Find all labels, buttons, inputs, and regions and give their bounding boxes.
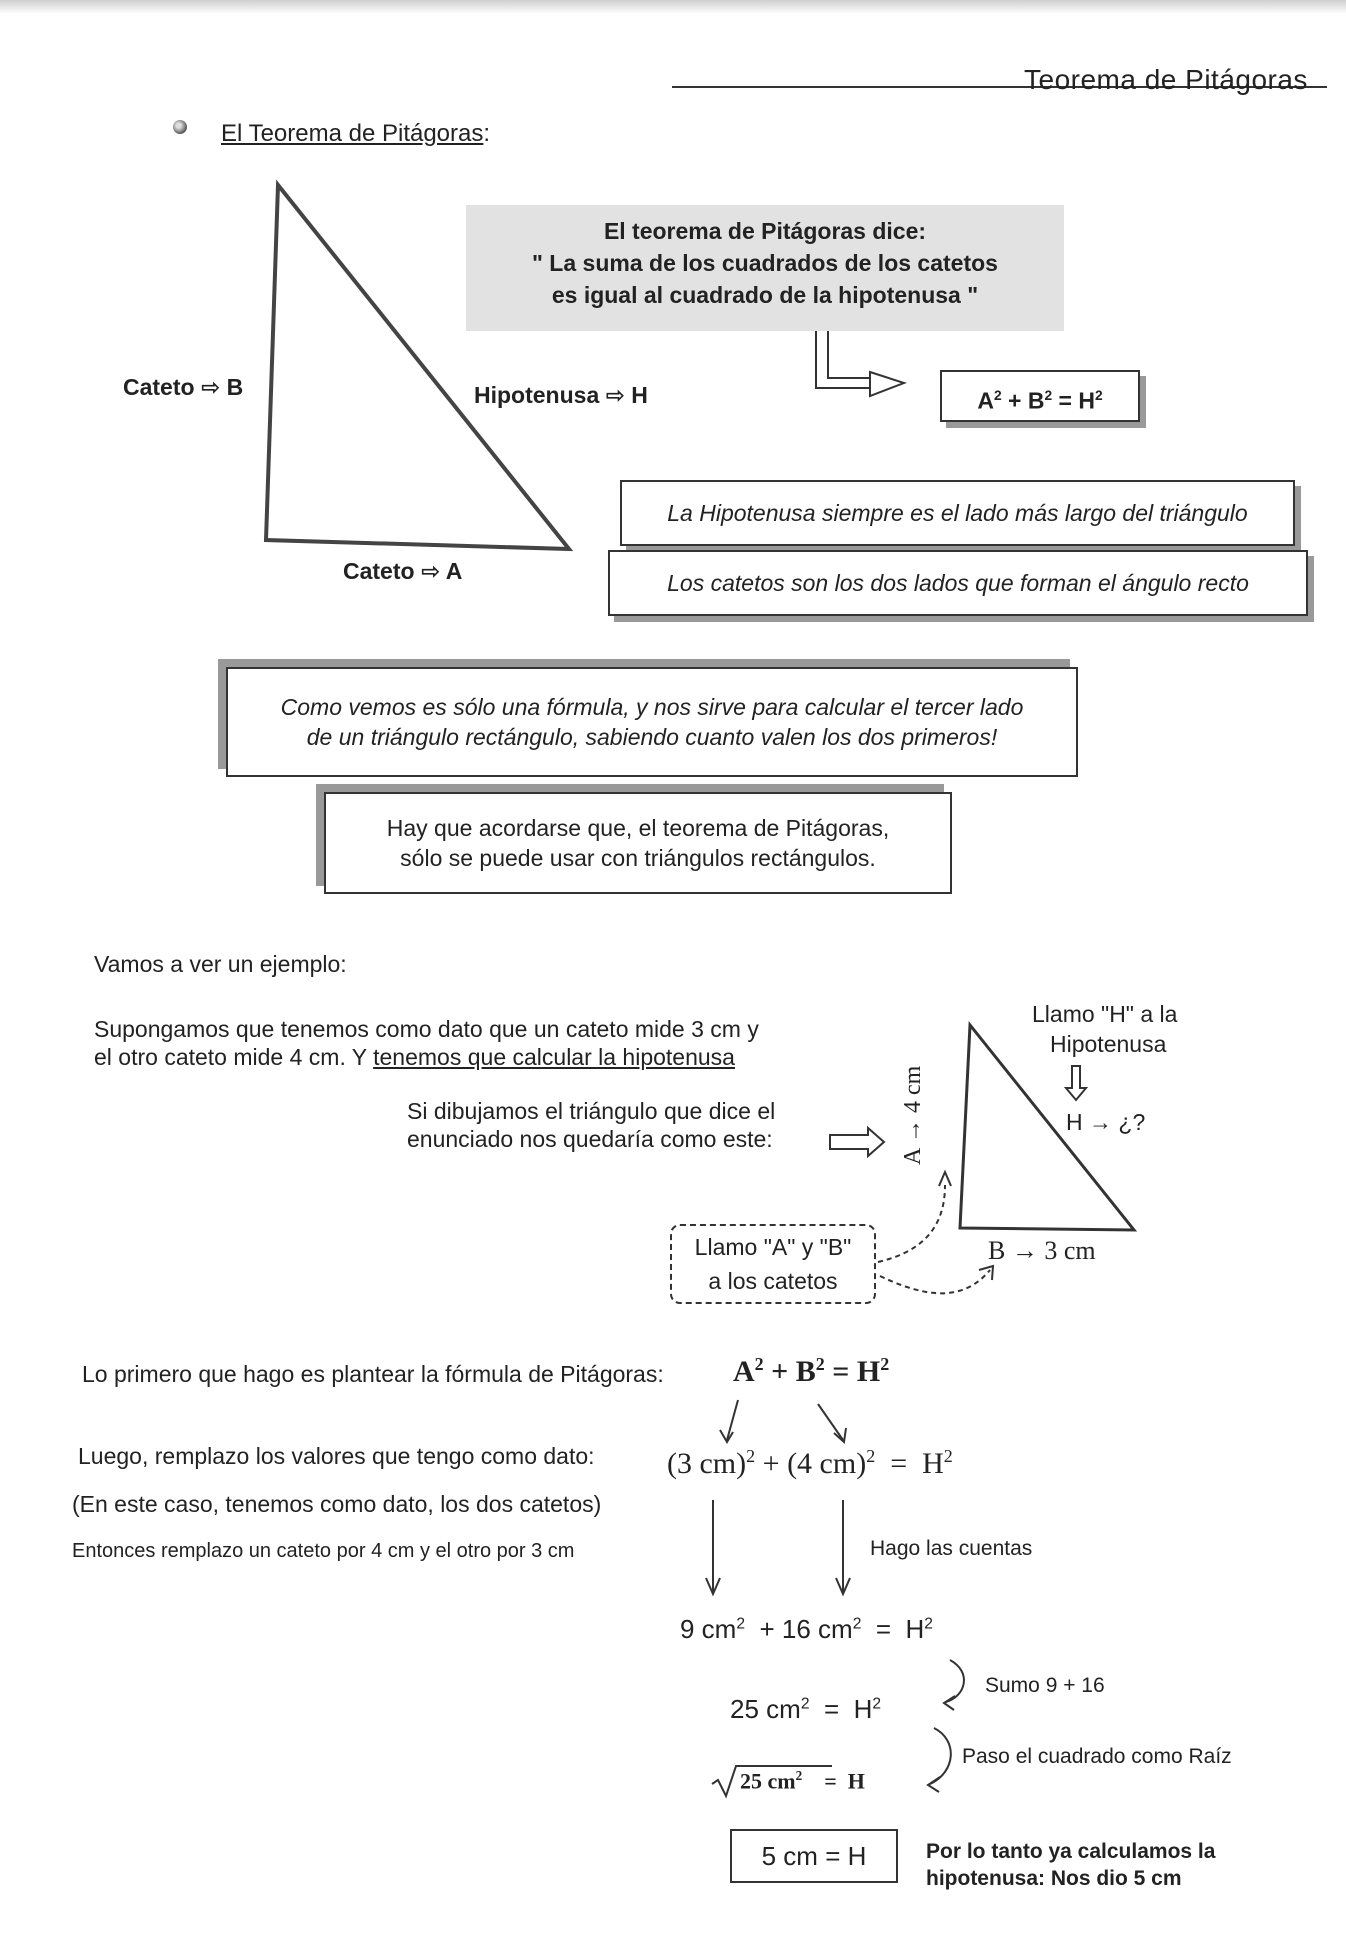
- label-cateto-b: Cateto ⇨ B: [123, 374, 244, 400]
- note-formula-box: [226, 667, 1078, 777]
- eq5-eq: =: [824, 1768, 837, 1794]
- equation-root: [740, 1768, 865, 1794]
- example-draw-line1: Si dibujamos el triángulo que dice el: [407, 1098, 776, 1124]
- formula-h-exp: 2: [1095, 388, 1103, 403]
- curved-arrow-sumo-head: [944, 1696, 955, 1710]
- eq2-eq: =: [890, 1447, 908, 1480]
- eq3-b: + 16 cm: [759, 1614, 853, 1644]
- note-hypotenuse-text: La Hipotenusa siempre es el lado más largo del triángulo: [667, 499, 1248, 526]
- page-header-title: Teorema de Pitágoras: [1024, 64, 1308, 95]
- formula-b: B: [1027, 387, 1045, 414]
- conclusion-line-1: Por lo tanto ya calculamos la: [926, 1840, 1216, 1863]
- section-title-text: El Teorema de Pitágoras: [221, 120, 484, 147]
- conclusion-line-2: hipotenusa: Nos dio 5 cm: [926, 1867, 1182, 1890]
- hollow-arrow-right-icon: [830, 1128, 884, 1156]
- call-h-line2: Hipotenusa: [1050, 1031, 1167, 1057]
- curved-arrow-sumo: [946, 1660, 964, 1702]
- dashed-arrow-head-a: [939, 1172, 951, 1186]
- eq5-rad-exp: 2: [795, 1768, 803, 1783]
- equation-substituted: [667, 1446, 953, 1481]
- quote-line-1: El teorema de Pitágoras dice:: [603, 218, 927, 244]
- note-formula-line-2: de un triángulo rectángulo, sabiendo cuanto valen los dos primeros!: [306, 724, 998, 750]
- note-catetos-text: Los catetos son los dos lados que forman el ángulo recto: [667, 569, 1249, 596]
- note-right-triangle-box: [324, 792, 952, 894]
- step1-eq: =: [824, 1355, 857, 1388]
- example-p1-line1: Supongamos que tenemos como dato que un cateto mide 3 cm y: [94, 1016, 759, 1042]
- step-4-text: Entonces remplazo un cateto por 4 cm y el otro por 3 cm: [72, 1540, 575, 1562]
- arrow-b-down: [818, 1404, 843, 1440]
- eq3-a-exp: 2: [736, 1615, 746, 1633]
- side-b-label: B → 3 cm: [988, 1236, 1096, 1265]
- dashed-arrow-to-a: [878, 1185, 945, 1262]
- step-2-text: Luego, remplazo los valores que tengo como dato:: [78, 1443, 595, 1469]
- quote-line-3: es igual al cuadrado de la hipotenusa ": [551, 282, 979, 308]
- section-title-colon: :: [483, 120, 491, 147]
- note-right-line-1: Hay que acordarse que, el teorema de Pitágoras,: [386, 815, 890, 841]
- call-ab-line2: a los catetos: [708, 1268, 838, 1294]
- step1-b: B: [795, 1355, 816, 1388]
- example-p1-line2: [94, 1043, 735, 1071]
- formula-a: A: [977, 387, 994, 414]
- l-arrow-stem: [816, 330, 870, 388]
- note-catetos-box: [608, 550, 1308, 616]
- example-intro: Vamos a ver un ejemplo:: [94, 951, 347, 977]
- step1-plus: +: [763, 1355, 796, 1388]
- step1-b-exp: 2: [815, 1354, 825, 1374]
- call-catetos-box: [670, 1224, 876, 1304]
- eq4-a-exp: 2: [800, 1695, 810, 1713]
- example-p1-line2-b: tenemos que calcular la hipotenusa: [373, 1044, 735, 1070]
- theorem-quote-box: [466, 205, 1064, 331]
- eq4-h: H: [853, 1694, 873, 1724]
- eq2-h: H: [922, 1447, 944, 1480]
- hago-cuentas-text: Hago las cuentas: [870, 1537, 1033, 1560]
- eq2-mid-exp: 2: [866, 1446, 876, 1466]
- call-h-line1: Llamo "H" a la: [1032, 1001, 1178, 1027]
- hollow-arrow-down-icon: [1066, 1066, 1086, 1100]
- curved-arrow-paso-head: [928, 1777, 940, 1792]
- equation-squares: [680, 1614, 933, 1645]
- dashed-arrow-to-b: [880, 1270, 990, 1293]
- l-arrow-head: [870, 372, 904, 396]
- example-p1-line2-a: el otro cateto mide 4 cm. Y: [94, 1044, 374, 1070]
- label-hipotenusa-h: Hipotenusa ⇨ H: [474, 382, 648, 408]
- eq3-a: 9 cm: [680, 1614, 737, 1644]
- h-unknown-label: H → ¿?: [1066, 1109, 1146, 1135]
- eq3-h: H: [905, 1614, 925, 1644]
- equation-sum: [730, 1694, 881, 1725]
- step-3-text: (En este caso, tenemos como dato, los dos catetos): [72, 1491, 602, 1517]
- step1-h: H: [856, 1355, 881, 1388]
- formula-eq: =: [1052, 387, 1079, 414]
- eq5-rad: 25 cm: [740, 1768, 796, 1794]
- note-hypotenuse-box: [620, 480, 1295, 546]
- note-formula-line-1: Como vemos es sólo una fórmula, y nos sirve para calcular el tercer lado: [280, 694, 1024, 720]
- formula-b-exp: 2: [1044, 388, 1053, 403]
- formula-h: H: [1078, 387, 1095, 414]
- formula-box: [940, 370, 1140, 422]
- l-arrow-stem-inner: [828, 330, 870, 378]
- eq4-h-exp: 2: [872, 1695, 882, 1713]
- formula-plus: +: [1001, 387, 1028, 414]
- eq2-left-exp: 2: [746, 1446, 756, 1466]
- step1-a-exp: 2: [754, 1354, 764, 1374]
- eq3-b-exp: 2: [852, 1615, 862, 1633]
- formula-a-exp: 2: [993, 388, 1002, 403]
- step1-h-exp: 2: [880, 1354, 890, 1374]
- eq4-a: 25 cm: [730, 1694, 801, 1724]
- result-text: 5 cm = H: [761, 1841, 867, 1871]
- side-a-label: A → 4 cm: [900, 1065, 926, 1165]
- label-cateto-a: Cateto ⇨ A: [343, 558, 463, 584]
- sumo-text: Sumo 9 + 16: [985, 1674, 1105, 1697]
- arrow-a-head: [720, 1430, 733, 1442]
- formula-pythagoras: [733, 1354, 889, 1389]
- quote-line-2: " La suma de los cuadrados de los catetos: [532, 250, 998, 276]
- step-1-text: Lo primero que hago es plantear la fórmula de Pitágoras:: [82, 1361, 664, 1387]
- eq3-h-exp: 2: [924, 1615, 933, 1633]
- result-box: [730, 1829, 898, 1883]
- example-draw-line2: enunciado nos quedaría como este:: [407, 1126, 773, 1152]
- eq3-eq: =: [875, 1614, 892, 1644]
- curved-arrow-paso: [930, 1728, 951, 1784]
- step1-a: A: [733, 1355, 755, 1388]
- eq2-left: (3 cm): [667, 1447, 747, 1480]
- eq2-mid: (4 cm): [787, 1447, 867, 1480]
- eq4-eq: =: [823, 1694, 840, 1724]
- paso-text: Paso el cuadrado como Raíz: [962, 1745, 1232, 1768]
- eq2-plus: +: [755, 1447, 788, 1480]
- eq5-h: H: [847, 1768, 865, 1794]
- call-ab-line1: Llamo "A" y "B": [694, 1234, 852, 1260]
- eq2-h-exp: 2: [943, 1446, 953, 1466]
- conclusion-text: [926, 1838, 1215, 1892]
- note-right-line-2: sólo se puede usar con triángulos rectángulos.: [400, 845, 876, 871]
